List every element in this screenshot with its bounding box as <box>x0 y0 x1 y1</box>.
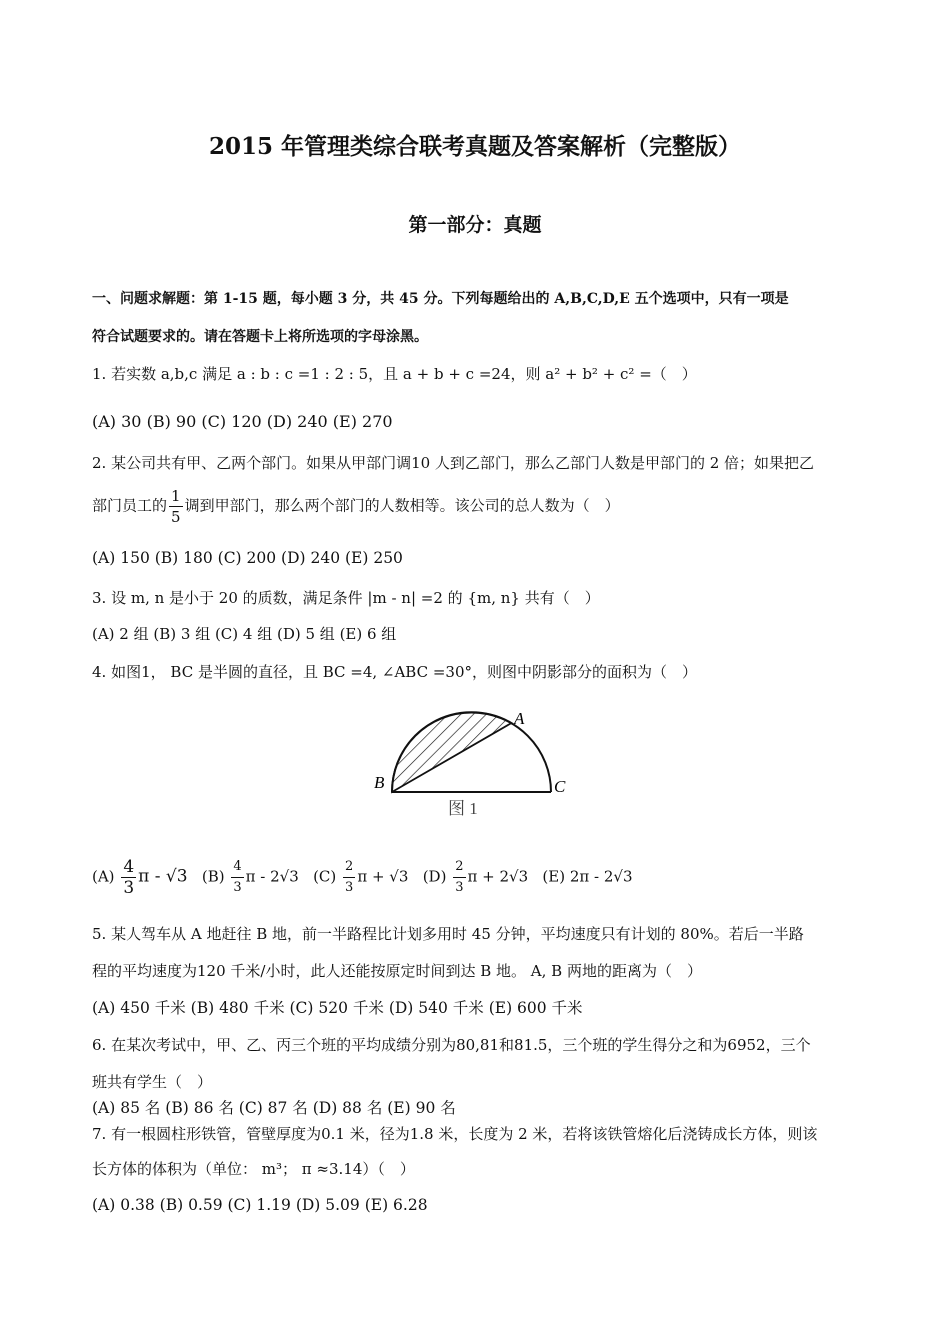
question-6-line1: 6. 在某次考试中，甲、乙、丙三个班的平均成绩分别为80,81和81.5，三个班的学生得分之和为6952，三个 <box>92 1036 811 1054</box>
question-1-options: (A) 30 (B) 90 (C) 120 (D) 240 (E) 270 <box>92 412 393 431</box>
section-instructions-line2: 符合试题要求的。请在答题卡上将所选项的字母涂黑。 <box>92 329 428 345</box>
label-a: A <box>514 709 525 728</box>
option-d-tail: π + 2√3 <box>467 867 529 886</box>
figure-semicircle <box>360 700 600 825</box>
option-c-den: 3 <box>345 880 354 895</box>
option-a-den: 3 <box>123 878 135 898</box>
option-b-tail: π - 2√3 <box>245 867 299 886</box>
fraction-denominator: 5 <box>171 508 181 526</box>
question-7-options: (A) 0.38 (B) 0.59 (C) 1.19 (D) 5.09 (E) 6.28 <box>92 1196 428 1214</box>
shaded-segment <box>392 712 512 792</box>
question-2-line1: 2. 某公司共有甲、乙两个部门。如果从甲部门调10 人到乙部门，那么乙部门人数是甲部门的 2 倍；如果把乙 <box>92 454 815 472</box>
option-c-num: 2 <box>343 857 355 878</box>
part-title: 第一部分：真题 <box>408 214 542 236</box>
fraction-one-fifth <box>169 486 183 527</box>
question-2-line2-suffix: 调到甲部门，那么两个部门的人数相等。该公司的总人数为（ ） <box>184 496 620 515</box>
question-3: 3. 设 m, n 是小于 20 的质数，满足条件 |m - n| =2 的 {m, n} 共有（ ） <box>92 589 600 607</box>
section-instructions-line1: 一、问题求解题：第 1-15 题，每小题 3 分，共 45 分。下列每题给出的 A,B,C,D,E 五个选项中，只有一项是 <box>92 291 789 307</box>
option-c-fraction <box>343 857 355 898</box>
question-4-options <box>92 857 633 898</box>
question-7-line2: 长方体的体积为（单位： m³； π ≈3.14）（ ） <box>92 1160 415 1178</box>
question-6-line2: 班共有学生（ ） <box>92 1073 213 1091</box>
option-b-num: 4 <box>231 857 243 878</box>
question-2-line2-prefix: 部门员工的 <box>92 496 168 515</box>
question-1: 1. 若实数 a,b,c 满足 a : b : c =1 : 2 : 5，且 a + b + c =24，则 a² + b² + c² =（ ） <box>92 365 697 383</box>
option-a-fraction <box>121 857 136 898</box>
option-b-fraction <box>231 857 243 898</box>
option-a-tail: π - √3 <box>138 866 188 887</box>
question-3-options: (A) 2 组 (B) 3 组 (C) 4 组 (D) 5 组 (E) 6 组 <box>92 625 397 643</box>
question-7-line1: 7. 有一根圆柱形铁管，管壁厚度为0.1 米，径为1.8 米，长度为 2 米，若将该铁管熔化后浇铸成长方体，则该 <box>92 1125 818 1143</box>
option-d-num: 2 <box>453 857 465 878</box>
option-a-label: (A) <box>92 867 115 886</box>
option-d-den: 3 <box>455 880 464 895</box>
option-d-fraction <box>453 857 465 898</box>
figure-caption: 图 1 <box>448 799 478 818</box>
label-c: C <box>554 777 566 796</box>
document-title: 2015 年管理类综合联考真题及答案解析（完整版） <box>208 133 742 160</box>
fraction-numerator: 1 <box>171 487 181 505</box>
question-4: 4. 如图1， BC 是半圆的直径，且 BC =4, ∠ABC =30°，则图中阴影部分的面积为（ ） <box>92 663 698 681</box>
question-5-line1: 5. 某人驾车从 A 地赶往 B 地，前一半路程比计划多用时 45 分钟，平均速度只有计划的 80%。若后一半路 <box>92 925 804 943</box>
option-b-den: 3 <box>233 880 242 895</box>
option-d-label: (D) <box>422 867 447 886</box>
question-5-line2: 程的平均速度为120 千米/小时，此人还能按原定时间到达 B 地。 A, B 两地的距离为（ ） <box>92 962 702 980</box>
option-b-label: (B) <box>201 867 225 886</box>
question-5-options: (A) 450 千米 (B) 480 千米 (C) 520 千米 (D) 540 千米 (E) 600 千米 <box>92 999 583 1017</box>
question-2-line2 <box>92 486 620 527</box>
question-6-options: (A) 85 名 (B) 86 名 (C) 87 名 (D) 88 名 (E) 90 名 <box>92 1099 456 1117</box>
option-e: (E) 2π - 2√3 <box>542 867 633 886</box>
option-c-tail: π + √3 <box>357 867 409 886</box>
option-a-num: 4 <box>123 857 135 877</box>
label-b: B <box>374 773 385 792</box>
question-2-options: (A) 150 (B) 180 (C) 200 (D) 240 (E) 250 <box>92 549 403 567</box>
option-c-label: (C) <box>313 867 337 886</box>
